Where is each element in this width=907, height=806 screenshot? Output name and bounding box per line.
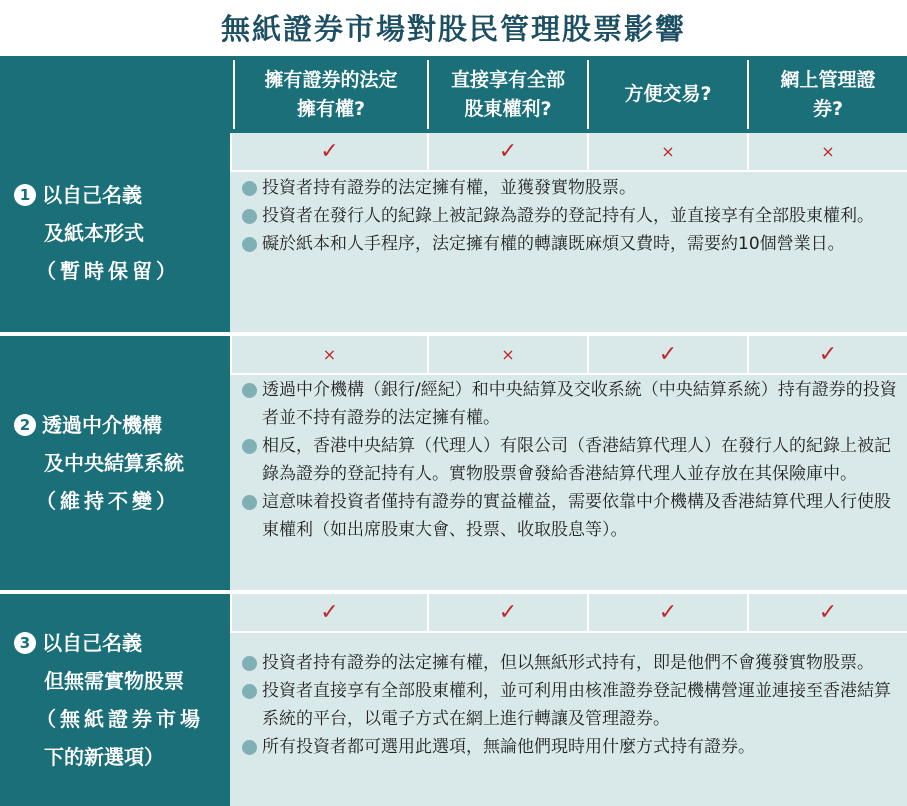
list-item: 相反，香港中央結算（代理人）有限公司（香港結算代理人）在發行人的紀錄上被記錄為證券的登記持有人。實物股票會發給香港結算代理人並存放在其保險庫中。	[240, 432, 900, 488]
bullet-list	[240, 376, 900, 544]
list-item: 投資者直接享有全部股東權利，並可利用由核准證券登記機構營運並連接至香港結算系統的平台，以電子方式在網上進行轉讓及管理證券。	[240, 677, 900, 733]
check-icon: ✓	[747, 594, 907, 631]
list-item: 投資者持有證券的法定擁有權，但以無紙形式持有，即是他們不會獲發實物股票。	[240, 649, 900, 677]
row-label-option-1: 1 以自己名義 及紙本形式 （暫時保留）	[0, 133, 230, 332]
table-row-option-3	[0, 594, 907, 806]
check-icon: ✓	[747, 336, 907, 373]
column-header-shareholder-rights: 直接享有全部 股東權利?	[427, 60, 587, 129]
mark-row	[230, 133, 907, 170]
page-title: 無紙證券市場對股民管理股票影響	[220, 11, 686, 46]
list-item: 礙於紙本和人手程序，法定擁有權的轉讓既麻煩又費時，需要約10個營業日。	[240, 230, 900, 258]
column-header-easy-trading: 方便交易?	[587, 60, 747, 129]
cross-icon: ×	[587, 133, 747, 170]
check-icon: ✓	[587, 336, 747, 373]
table-row-option-1	[0, 133, 907, 332]
list-item: 這意味着投資者僅持有證券的實益權益，需要依靠中介機構及香港結算代理人行使股東權利（如出席股東大會、投票、收取股息等）。	[240, 488, 900, 544]
list-item: 透過中介機構（銀行/經紀）和中央結算及交收系統（中央結算系統）持有證券的投資者並不持有證券的法定擁有權。	[240, 376, 900, 432]
check-icon: ✓	[427, 594, 587, 631]
list-item: 所有投資者都可選用此選項，無論他們現時用什麼方式持有證券。	[240, 733, 900, 761]
table-header	[0, 56, 907, 133]
list-item: 投資者持有證券的法定擁有權，並獲發實物股票。	[240, 174, 900, 202]
mark-row	[230, 336, 907, 373]
check-icon: ✓	[230, 594, 427, 631]
cross-icon: ×	[427, 336, 587, 373]
bullet-list	[240, 174, 900, 258]
number-badge: 2	[14, 414, 36, 436]
row-label-option-2: 2 透過中介機構 及中央結算系統 （維持不變）	[0, 336, 230, 590]
column-header-online-management: 網上管理證 券?	[747, 60, 907, 129]
row-label-option-3: 3 以自己名義 但無需實物股票 （無紙證券市場 下的新選項）	[0, 594, 230, 806]
table-row-option-2	[0, 336, 907, 590]
cross-icon: ×	[747, 133, 907, 170]
mark-row	[230, 594, 907, 631]
list-item: 投資者在發行人的紀錄上被記錄為證券的登記持有人，並直接享有全部股東權利。	[240, 202, 900, 230]
check-icon: ✓	[427, 133, 587, 170]
check-icon: ✓	[587, 594, 747, 631]
number-badge: 1	[14, 184, 36, 206]
check-icon: ✓	[230, 133, 427, 170]
cross-icon: ×	[230, 336, 427, 373]
column-header-legal-ownership: 擁有證券的法定 擁有權?	[233, 60, 427, 129]
bullet-list	[240, 649, 900, 761]
number-badge: 3	[14, 632, 36, 654]
